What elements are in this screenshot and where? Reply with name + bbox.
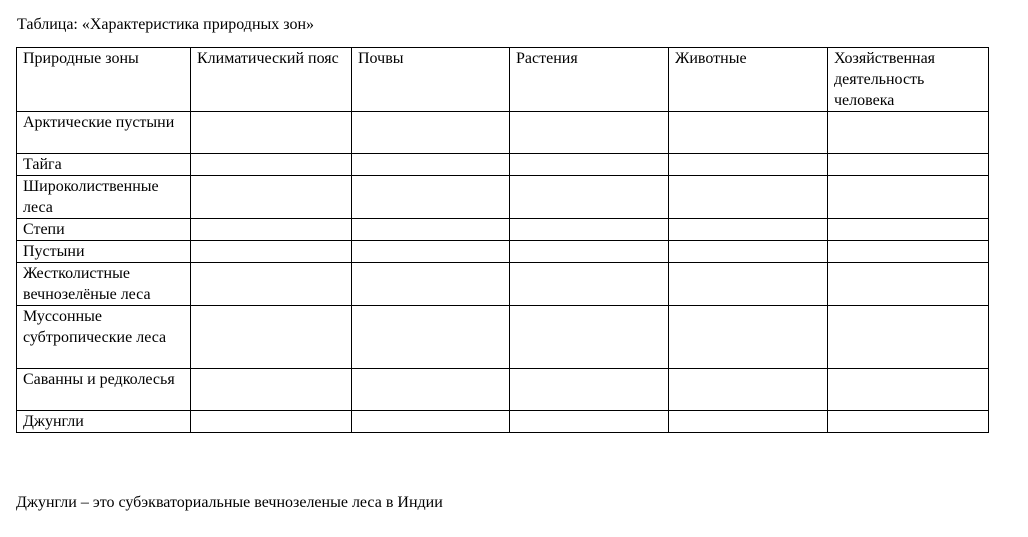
empty-cell (669, 241, 828, 263)
empty-cell (510, 154, 669, 176)
empty-cell (191, 154, 352, 176)
empty-cell (191, 263, 352, 306)
empty-cell (828, 219, 989, 241)
table-row (17, 369, 989, 411)
empty-cell (510, 241, 669, 263)
empty-cell (669, 176, 828, 219)
zone-name-cell: Широколиственные леса (17, 176, 191, 219)
header-climate-zone: Климатический пояс (191, 48, 352, 112)
empty-cell (510, 411, 669, 433)
header-natural-zones: Природные зоны (17, 48, 191, 112)
empty-cell (510, 176, 669, 219)
empty-cell (828, 369, 989, 411)
empty-cell (828, 176, 989, 219)
empty-cell (191, 241, 352, 263)
empty-cell (669, 306, 828, 369)
zone-name-cell: Пустыни (17, 241, 191, 263)
zone-name-cell: Жестколистные вечнозелёные леса (17, 263, 191, 306)
empty-cell (352, 411, 510, 433)
table-row (17, 112, 989, 154)
empty-cell (669, 411, 828, 433)
empty-cell (191, 219, 352, 241)
empty-cell (669, 154, 828, 176)
empty-cell (510, 369, 669, 411)
empty-cell (191, 411, 352, 433)
empty-cell (828, 241, 989, 263)
empty-cell (828, 411, 989, 433)
empty-cell (352, 112, 510, 154)
zone-name-cell: Джунгли (17, 411, 191, 433)
empty-cell (191, 112, 352, 154)
empty-cell (828, 112, 989, 154)
empty-cell (191, 306, 352, 369)
table-row (17, 219, 989, 241)
header-animals: Животные (669, 48, 828, 112)
empty-cell (352, 369, 510, 411)
empty-cell (669, 263, 828, 306)
footnote-text: Джунгли – это субэкваториальные вечнозеленые леса в Индии (16, 494, 443, 511)
zone-name-cell: Муссонные субтропические леса (17, 306, 191, 369)
empty-cell (669, 369, 828, 411)
empty-cell (510, 263, 669, 306)
natural-zones-table (16, 47, 989, 433)
empty-cell (669, 112, 828, 154)
header-plants: Растения (510, 48, 669, 112)
table-row (17, 306, 989, 369)
table-row (17, 263, 989, 306)
zone-name-cell: Арктические пустыни (17, 112, 191, 154)
zone-name-cell: Саванны и редколесья (17, 369, 191, 411)
empty-cell (352, 263, 510, 306)
empty-cell (828, 154, 989, 176)
header-soils: Почвы (352, 48, 510, 112)
empty-cell (352, 176, 510, 219)
empty-cell (191, 176, 352, 219)
table-row (17, 154, 989, 176)
empty-cell (352, 306, 510, 369)
empty-cell (669, 219, 828, 241)
empty-cell (510, 306, 669, 369)
empty-cell (352, 219, 510, 241)
empty-cell (191, 369, 352, 411)
zone-name-cell: Тайга (17, 154, 191, 176)
table-caption: Таблица: «Характеристика природных зон» (17, 16, 315, 33)
table-row (17, 176, 989, 219)
table-row (17, 241, 989, 263)
empty-cell (510, 219, 669, 241)
empty-cell (828, 306, 989, 369)
empty-cell (828, 263, 989, 306)
table-row (17, 411, 989, 433)
table-header-row (17, 48, 989, 112)
empty-cell (510, 112, 669, 154)
header-human-activity: Хозяйственная деятельность человека (828, 48, 989, 112)
empty-cell (352, 154, 510, 176)
zone-name-cell: Степи (17, 219, 191, 241)
empty-cell (352, 241, 510, 263)
